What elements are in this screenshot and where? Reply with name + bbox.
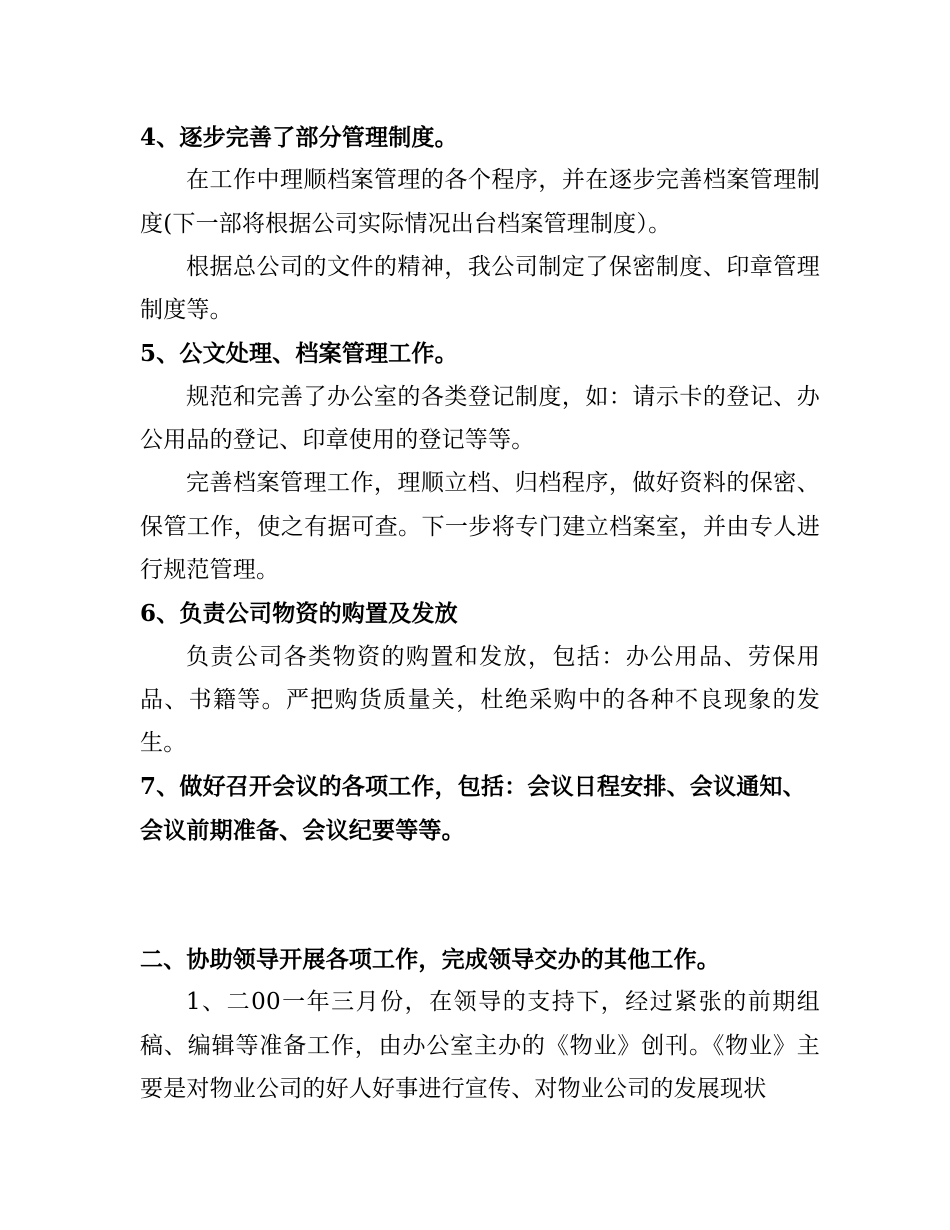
- document-body: [140, 116, 820, 1111]
- section-heading-6: 6、负责公司物资的购置及发放: [140, 600, 458, 628]
- section-heading-7: 7、做好召开会议的各项工作，包括：会议日程安排、会议通知、会议前期准备、会议纪要等等。: [140, 773, 806, 844]
- section-heading-5: 5、公文处理、档案管理工作。: [140, 340, 458, 368]
- section-6-paragraph-1: 负责公司各类物资的购置和发放，包括：办公用品、劳保用品、书籍等。严把购货质量关，杜绝采购中的各种不良现象的发生。: [140, 643, 820, 757]
- part-two-heading: 二、协助领导开展各项工作，完成领导交办的其他工作。: [140, 946, 720, 974]
- section-5-paragraph-1: 规范和完善了办公室的各类登记制度，如：请示卡的登记、办公用品的登记、印章使用的登记等等。: [140, 383, 820, 454]
- section-5-paragraph-2: 完善档案管理工作，理顺立档、归档程序，做好资料的保密、保管工作，使之有据可查。下一步将专门建立档案室，并由专人进行规范管理。: [140, 470, 820, 583]
- section-4-paragraph-1: 在工作中理顺档案管理的各个程序，并在逐步完善档案管理制度(下一部将根据公司实际情况出台档案管理制度）。: [140, 167, 820, 237]
- section-4-paragraph-2: 根据总公司的文件的精神，我公司制定了保密制度、印章管理制度等。: [140, 253, 820, 324]
- section-spacer: [140, 852, 820, 938]
- part-two-paragraph-1: 1、二00一年三月份，在领导的支持下，经过紧张的前期组稿、编辑等准备工作，由办公室主办的《物业》创刊。《物业》主要是对物业公司的好人好事进行宣传、对物业公司的发展现状: [140, 989, 820, 1102]
- section-heading-4: 4、逐步完善了部分管理制度。: [140, 124, 458, 151]
